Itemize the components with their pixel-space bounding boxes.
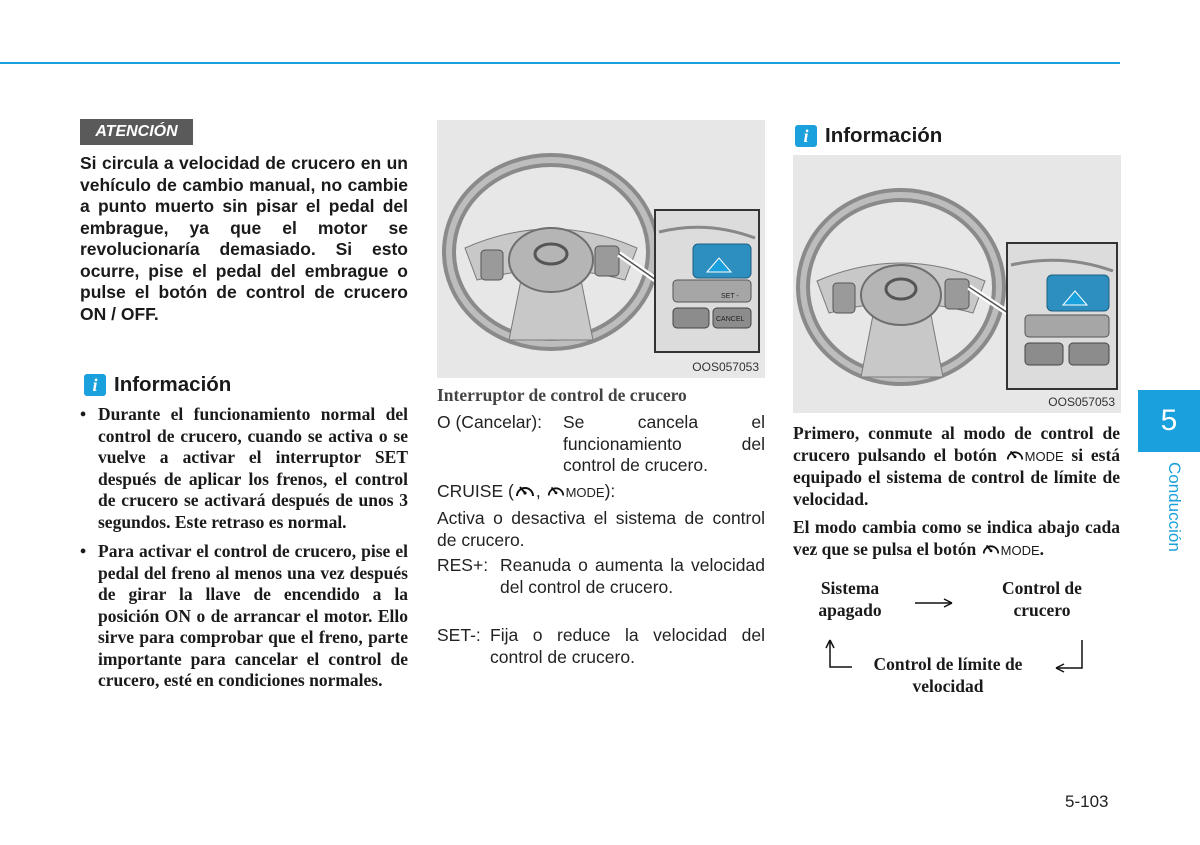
caution-tag: ATENCIÓN [80, 119, 193, 145]
text-run: . [1039, 538, 1045, 559]
figure-code: OOS057053 [1048, 395, 1115, 409]
steering-wheel-illustration [437, 120, 765, 378]
set-button-label: SET - [721, 293, 739, 300]
diagram-arrows [820, 590, 1100, 680]
set-item [437, 625, 765, 669]
info-heading [84, 373, 231, 397]
caution-text: Si circula a velocidad de crucero en un vehículo de cambio manual, no cambie a punto muerto sin pisar el pedal del embrague, ya que el motor se revolucionaría demasiado. Si esto ocurre, pise el pedal del embrague o pulse el botón de control de crucero ON / OFF. [80, 153, 408, 324]
res-item [437, 555, 765, 621]
diagram-node-cruise: Control de crucero [1002, 578, 1082, 620]
info-icon: i [795, 125, 817, 147]
list-item: • Durante el funcionamiento normal del control de crucero, cuando se activa o se vuelve a activar el interruptor SET después de aplicar los frenos, el control de crucero se activará después de unos 3 segundos. Este retraso es normal. [80, 404, 408, 533]
info-bullet-list [80, 404, 408, 700]
cruise-separator: , [535, 481, 541, 501]
info-title: Información [825, 124, 943, 147]
cruise-term: CRUISE ( [437, 481, 514, 501]
mode-gauge-icon [546, 482, 566, 500]
info-heading-2 [795, 124, 942, 148]
set-term: SET-: [437, 625, 481, 645]
mode-label: MODE [1000, 542, 1040, 558]
cancel-desc: Se cancela el funcionamiento del control de crucero. [563, 412, 765, 475]
diagram-node-limit: Control de límite de velocidad [873, 654, 1023, 696]
res-term: RES+: [437, 555, 489, 575]
figure-code: OOS057053 [692, 360, 759, 374]
res-desc: Reanuda o aumenta la velocidad del control de crucero. [500, 555, 765, 597]
mode-label: MODE [565, 485, 605, 500]
mode-gauge-icon [1005, 446, 1025, 464]
text-run: El modo cambia como se indica abajo cada vez que se pulsa el botón [793, 517, 1120, 559]
header-rule [0, 62, 1120, 64]
cruise-gauge-icon [514, 481, 536, 501]
cruise-desc: Activa o desactiva el sistema de control de crucero. [437, 508, 765, 550]
text-run: si está equipado el sistema de control de límite de velocidad. [793, 444, 1121, 509]
figure-caption: Interruptor de control de crucero [437, 385, 687, 405]
steering-wheel-figure [437, 120, 765, 378]
info-paragraph-2 [793, 517, 1120, 561]
set-desc: Fija o reduce la velocidad del control de crucero. [490, 625, 765, 667]
cruise-term-end: ): [604, 481, 616, 501]
cancel-item [437, 412, 765, 478]
info-title: Información [114, 373, 232, 396]
page-number: 5-103 [1065, 792, 1109, 811]
chapter-label: Conducción [1165, 462, 1184, 552]
cancel-term: O (Cancelar): [437, 412, 543, 432]
list-item: • Para activar el control de crucero, pise el pedal del freno al menos una vez después de girar la llave de encendido a la posición ON o de arrancar el motor. Ello sirve para comprobar que el freno, parte importante para cancelar el control de crucero, esté en condiciones normales. [80, 541, 408, 692]
cruise-item [437, 481, 765, 505]
chapter-number: 5 [1138, 390, 1200, 452]
mode-gauge-icon [981, 540, 1001, 558]
diagram-node-off: Sistema apagado [818, 578, 882, 620]
text-run: Primero, conmute al modo de control de crucero pulsando el botón [793, 423, 1120, 465]
info-icon: i [84, 374, 106, 396]
mode-label: MODE [1024, 448, 1064, 464]
info-paragraph-1 [793, 423, 1120, 510]
steering-wheel-figure-2 [793, 155, 1121, 413]
steering-wheel-illustration [793, 155, 1121, 413]
cancel-button-label: CANCEL [716, 316, 745, 323]
